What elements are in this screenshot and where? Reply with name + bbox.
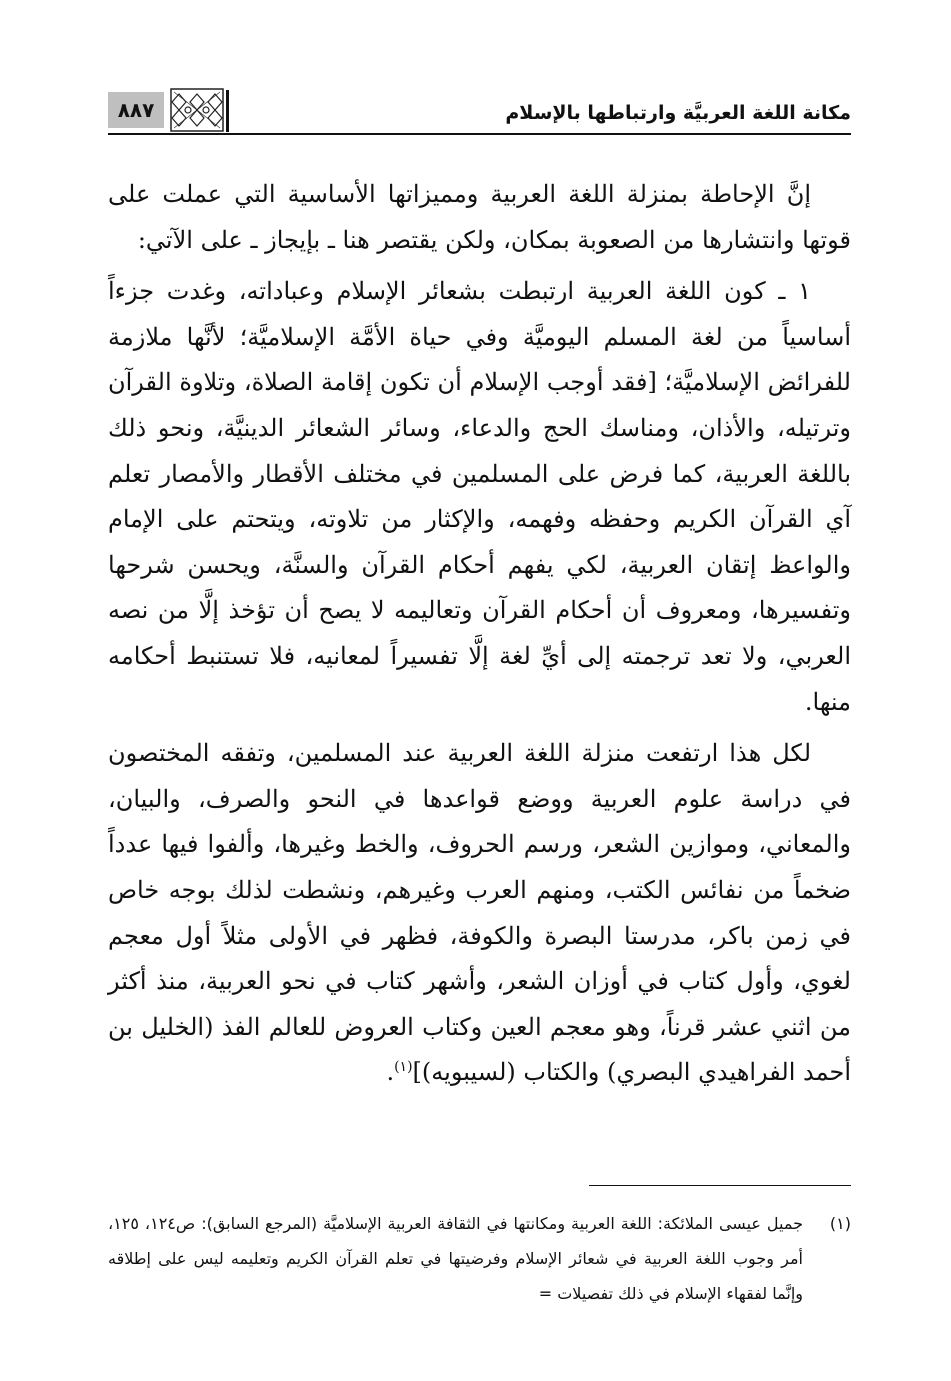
- footnote-number: (١): [829, 1214, 851, 1233]
- header-divider: [226, 90, 229, 132]
- paragraph-conclusion-text: لكل هذا ارتفعت منزلة اللغة العربية عند المسلمين، وتفقه المختصون في دراسة علوم العربية ووضع قواعدها في النحو والصرف، والبيان، والمعاني، وموازين الشعر، ورسم الحروف، والخط وغيرها، وألفوا فيها عدداً ضخماً من نفائس الكتب، ومنهم العرب وغيرهم، ونشطت لذلك بوجه خاص في زمن باكر، مدرستا البصرة والكوفة، فظهر في الأولى مثلاً أول معجم لغوي، وأول كتاب في أوزان الشعر، وأشهر كتاب في نحو العربية، منذ أكثر من اثني عشر قرناً، وهو معجم العين وكتاب العروض للعالم الفذ (الخليل بن أحمد الفراهيدي البصري) والكتاب (لسيبويه)]: [108, 739, 851, 1087]
- main-text: [108, 172, 851, 1102]
- paragraph-end-period: .: [386, 1058, 395, 1087]
- footnote-text: جميل عيسى الملائكة: اللغة العربية ومكانتها في الثقافة العربية الإسلاميَّة (المرجع السابق): ص١٢٤، ١٢٥، أمر وجوب اللغة العربية في شعائر الإسلام وفرضيتها في تعلم القرآن الكريم وتعليمه ليس على إطلاقه وإنَّما لفقهاء الإسلام في ذلك تفصيلات =: [108, 1214, 804, 1303]
- paragraph-point-1: ١ ـ كون اللغة العربية ارتبطت بشعائر الإسلام وعباداته، وغدت جزءاً أساسياً من لغة المسلم اليوميَّة وفي حياة الأمَّة الإسلاميَّة؛ لأنَّها ملازمة للفرائض الإسلاميَّة؛ [فقد أوجب الإسلام أن تكون إقامة الصلاة، وتلاوة القرآن وترتيله، والأذان، ومناسك الحج والدعاء، وسائر الشعائر الدينيَّة، ونحو ذلك باللغة العربية، كما فرض على المسلمين في مختلف الأقطار والأمصار تعلم آي القرآن الكريم وحفظه وفهمه، والإكثار من تلاوته، ويتحتم على الإمام والواعظ إتقان العربية، لكي يفهم أحكام القرآن والسنَّة، ويحسن شرحها وتفسيرها، ومعروف أن أحكام القرآن وتعاليمه لا يصح أن تؤخذ إلَّا من نصه العربي، ولا تعد ترجمته إلى أيِّ لغة إلَّا تفسيراً لمعانيه، فلا تستنبط أحكامه منها.: [108, 277, 851, 716]
- header-rule: [108, 133, 851, 135]
- footnotes: [108, 1206, 851, 1311]
- paragraph-intro: إنَّ الإحاطة بمنزلة اللغة العربية ومميزاتها الأساسية التي عملت على قوتها وانتشارها من الصعوبة بمكان، ولكن يقتصر هنا ـ بإيجاز ـ على الآتي:: [108, 180, 851, 254]
- paragraph-conclusion: [108, 731, 851, 1096]
- page-header: [108, 88, 851, 136]
- footnote-reference[interactable]: (١): [394, 1059, 413, 1076]
- running-title: مكانة اللغة العربيَّة وارتباطها بالإسلام: [505, 102, 851, 124]
- ornament-star-grid-icon: [170, 88, 224, 132]
- footnote-separator: [589, 1185, 851, 1186]
- footnote-item: [108, 1206, 851, 1311]
- page-number: ٨٨٧: [108, 92, 164, 128]
